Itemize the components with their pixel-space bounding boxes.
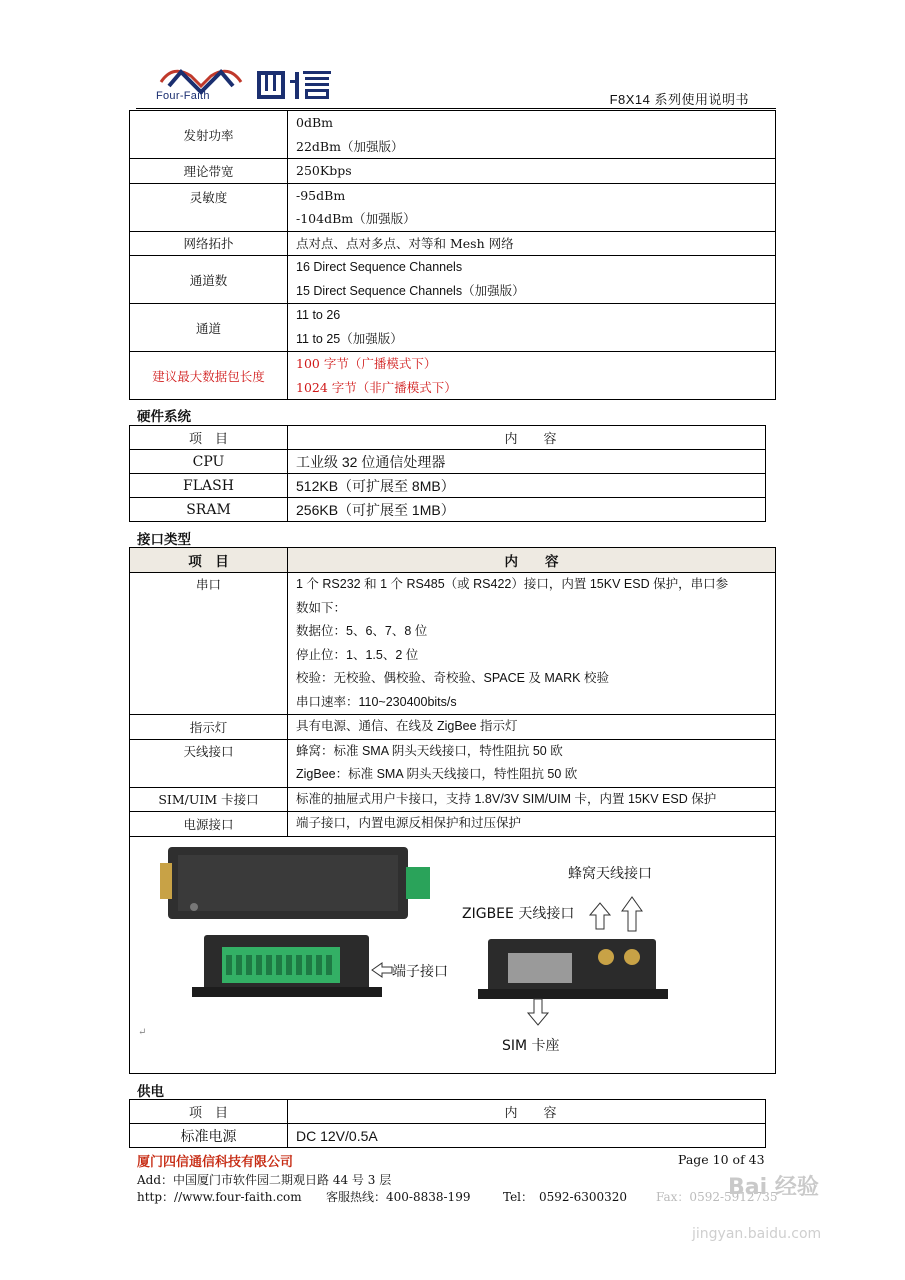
table-row [130,183,776,231]
spec-value: 标准的抽屉式用户卡接口，支持 1.8V/3V SIM/UIM 卡，内置 15KV ESD 保护 [288,787,776,812]
table-row [130,352,776,400]
table-row [130,573,776,715]
zigbee-antenna-connector-icon [598,949,614,965]
spec-label: 建议最大数据包长度 [130,352,288,400]
table-row [130,159,776,184]
arrow-down-icon [528,999,548,1025]
section-title-power: 供电 [137,1084,164,1100]
arrow-up-icon [622,897,642,931]
spec-value: 256KB（可扩展至 1MB） [288,498,766,522]
spec-value: 512KB（可扩展至 8MB） [288,474,766,498]
footer-website-link[interactable]: http：//www.four-faith.com [137,1190,302,1204]
spec-label: SIM/UIM 卡接口 [130,787,288,812]
spec-label: 发射功率 [130,111,288,159]
spec-label: 标准电源 [130,1124,288,1148]
page-number: Page 10 of 43 [678,1152,765,1167]
spec-label: CPU [130,450,288,474]
spec-value: 具有电源、通信、在线及 ZigBee 指示灯 [288,715,776,740]
table-row [130,787,776,812]
table-row [130,256,776,304]
document-title: F8X14 系列使用说明书 [609,92,749,107]
column-header: 项 目 [130,1100,288,1124]
section-title-interface: 接口类型 [137,532,191,548]
spec-value: 端子接口，内置电源反相保护和过压保护 [288,812,776,837]
table-row [130,498,766,522]
header-divider [136,108,776,109]
spec-label: FLASH [130,474,288,498]
label-zigbee-antenna: ZIGBEE 天线接口 [462,906,575,922]
device-illustration [130,837,775,1073]
label-cellular-antenna: 蜂窝天线接口 [568,866,652,882]
column-header: 内 容 [288,1100,766,1124]
antenna-connector-icon [160,863,172,899]
interface-table [129,547,776,837]
column-header: 项 目 [130,426,288,450]
logo-company-name: Four-Faith [156,90,210,102]
rf-spec-table [129,110,776,400]
spec-label: 网络拓扑 [130,231,288,256]
spec-value: 1 个 RS232 和 1 个 RS485（或 RS422）接口，内置 15KV ESD 保护，串口参 数如下： 数据位：5、6、7、8 位 停止位：1、1.5、2 位 校验：无校验、偶校验、奇校验、SPACE 及 MARK 校验 串口速率：110~230400bits/s [288,573,776,715]
spec-label: 天线接口 [130,739,288,787]
watermark-logo: Bai 经验 [728,1175,819,1200]
table-row [130,304,776,352]
spec-value: 11 to 26 11 to 25（加强版） [288,304,776,352]
table-row [130,1124,766,1148]
spec-value: 100 字节（广播模式下） 1024 字节（非广播模式下） [288,352,776,400]
spec-value: 点对点、点对多点、对等和 Mesh 网络 [288,231,776,256]
footer-fax: Fax：0592-5912735 [656,1190,778,1204]
table-row [130,474,766,498]
table-row [130,231,776,256]
footer-address: Add：中国厦门市软件园二期观日路 44 号 3 层 [137,1173,392,1187]
column-header: 项 目 [130,548,288,573]
device-figure [129,837,776,1074]
table-header-row [130,548,776,573]
spec-value: 蜂窝：标准 SMA 阴头天线接口，特性阻抗 50 欧 ZigBee：标准 SMA 阴头天线接口，特性阻抗 50 欧 [288,739,776,787]
spec-value: DC 12V/0.5A [288,1124,766,1148]
table-header-row [130,1100,766,1124]
spec-label: 串口 [130,573,288,715]
label-terminal: 端子接口 [392,964,448,980]
section-title-hardware: 硬件系统 [137,409,191,425]
footer-tel: Tel： 0592-6300320 [503,1190,628,1204]
column-header: 内 容 [288,548,776,573]
table-row [130,450,766,474]
spec-label: 指示灯 [130,715,288,740]
table-row [130,111,776,159]
table-row [130,715,776,740]
table-row [130,812,776,837]
arrow-up-left-icon [590,903,610,929]
hardware-table [129,425,766,522]
spec-label: 理论带宽 [130,159,288,184]
table-row [130,739,776,787]
spec-label: 通道 [130,304,288,352]
spec-value: 0dBm 22dBm（加强版） [288,111,776,159]
spec-value: 250Kbps [288,159,776,184]
footer-hotline: 客服热线：400-8838-199 [326,1190,471,1204]
power-table [129,1099,766,1148]
cellular-antenna-connector-icon [624,949,640,965]
spec-value: 16 Direct Sequence Channels 15 Direct Sequence Channels（加强版） [288,256,776,304]
table-header-row [130,426,766,450]
watermark-url: jingyan.baidu.com [692,1226,822,1242]
column-header: 内 容 [288,426,766,450]
spec-label: 通道数 [130,256,288,304]
spec-label: SRAM [130,498,288,522]
spec-label: 电源接口 [130,812,288,837]
spec-value: 工业级 32 位通信处理器 [288,450,766,474]
spec-label: 灵敏度 [130,183,288,231]
paragraph-mark: ↵ [138,1027,147,1038]
spec-value: -95dBm -104dBm（加强版） [288,183,776,231]
terminal-block-icon [406,867,430,899]
label-sim-slot: SIM 卡座 [502,1038,560,1054]
arrow-left-icon [372,963,392,977]
footer-company: 厦门四信通信科技有限公司 [137,1155,294,1170]
